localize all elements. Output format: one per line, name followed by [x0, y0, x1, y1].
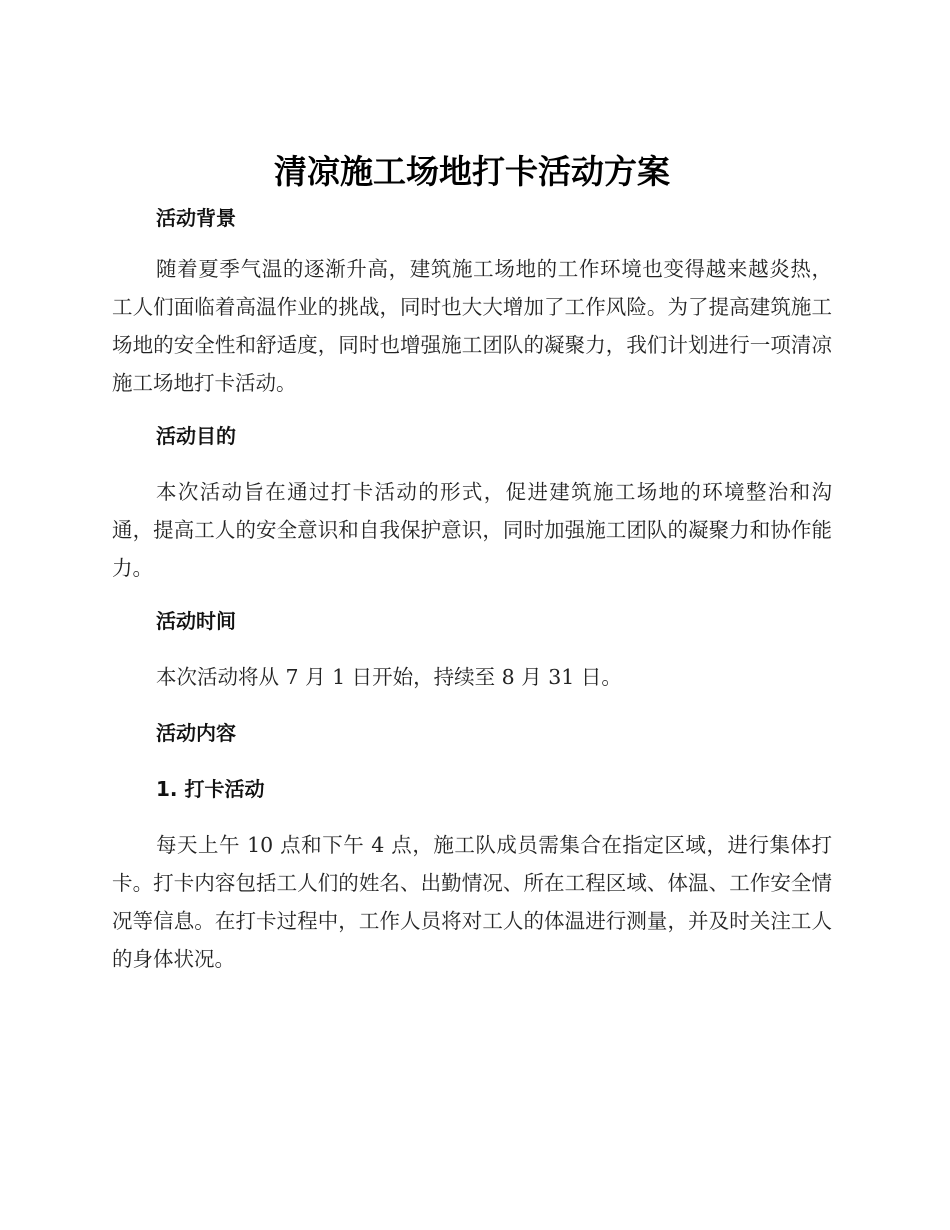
subsection-heading-checkin: 1. 打卡活动 [156, 777, 265, 801]
subsection-body-checkin: 每天上午 10 点和下午 4 点，施工队成员需集合在指定区域，进行集体打卡。打卡内容包括工人们的姓名、出勤情况、所在工程区域、体温、工作安全情况等信息。在打卡过程中，工作人员将对工人的体温进行测量，并及时关注工人的身体状况。 [112, 833, 832, 971]
document-page [112, 148, 832, 978]
document-title: 清凉施工场地打卡活动方案 [274, 152, 670, 191]
section-body-time: 本次活动将从 7 月 1 日开始，持续至 8 月 31 日。 [156, 665, 622, 689]
section-heading-background: 活动背景 [156, 206, 236, 230]
section-heading-purpose: 活动目的 [156, 424, 236, 448]
section-heading-time: 活动时间 [156, 609, 236, 633]
section-body-purpose: 本次活动旨在通过打卡活动的形式，促进建筑施工场地的环境整治和沟通，提高工人的安全意识和自我保护意识，同时加强施工团队的凝聚力和协作能力。 [112, 480, 832, 580]
section-body-background: 随着夏季气温的逐渐升高，建筑施工场地的工作环境也变得越来越炎热，工人们面临着高温作业的挑战，同时也大大增加了工作风险。为了提高建筑施工场地的安全性和舒适度，同时也增强施工团队的凝聚力，我们计划进行一项清凉施工场地打卡活动。 [112, 257, 832, 395]
section-heading-content: 活动内容 [156, 721, 236, 745]
